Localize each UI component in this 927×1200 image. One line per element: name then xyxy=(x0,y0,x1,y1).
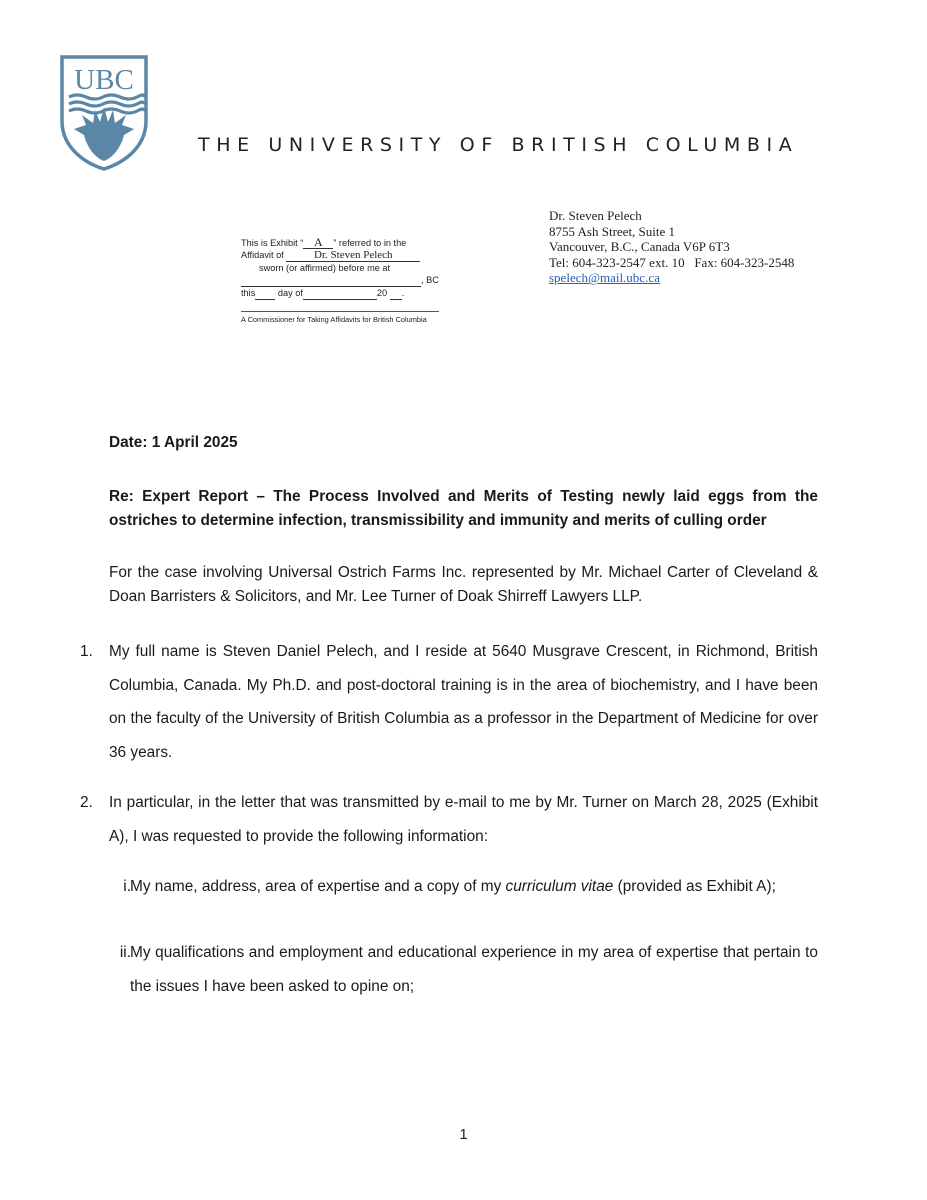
stamp-line-sworn: sworn (or affirmed) before me at xyxy=(259,262,391,273)
day-blank xyxy=(255,288,275,300)
contact-phone-fax: Tel: 604-323-2547 ext. 10 Fax: 604-323-2548 xyxy=(549,254,795,270)
letter-date: Date: 1 April 2025 xyxy=(109,434,238,451)
paragraph-number: 1. xyxy=(80,643,93,660)
contact-email-link[interactable]: spelech@mail.ubc.ca xyxy=(549,270,660,286)
university-name: THE UNIVERSITY OF BRITISH COLUMBIA xyxy=(198,134,799,156)
list-item-text: My name, address, area of expertise and a copy of my curriculum vitae (provided as Exhibit A); xyxy=(130,878,776,895)
paragraph-text: My full name is Steven Daniel Pelech, and I reside at 5640 Musgrave Crescent, in Richmond, British Columbia, Canada. My Ph.D. and post-doctoral training is in the area of biochemistry, and I have been on the faculty of the University of British Columbia as a professor in the Department of Medicine for over 36 years. xyxy=(109,643,818,761)
year-blank xyxy=(390,288,402,300)
ubc-crest-logo xyxy=(60,55,148,171)
list-item-number: i. xyxy=(123,878,131,895)
month-blank xyxy=(303,288,377,300)
exhibit-stamp xyxy=(241,237,439,326)
numbered-paragraph xyxy=(80,635,818,769)
location-blank xyxy=(241,275,421,287)
letter-intro: For the case involving Universal Ostrich Farms Inc. represented by Mr. Michael Carter of Cleveland & Doan Barristers & Solicitors, and Mr. Lee Turner of Doak Shirreff Lawyers LLP. xyxy=(109,564,818,605)
contact-block xyxy=(549,208,794,286)
italic-term: curriculum vitae xyxy=(505,878,614,895)
letter-subject: Re: Expert Report – The Process Involved and Merits of Testing newly laid eggs from the ostriches to determine infection, transmissibility and immunity and merits of culling order xyxy=(109,488,818,529)
contact-name: Dr. Steven Pelech xyxy=(549,208,642,223)
contact-address-line2: Vancouver, B.C., Canada V6P 6T3 xyxy=(549,239,730,255)
logo-text: UBC xyxy=(74,64,134,96)
roman-list-item xyxy=(109,936,818,1003)
stamp-line-location: , BC xyxy=(241,274,439,286)
list-item-number: ii. xyxy=(119,944,131,961)
commissioner-signature-line: A Commissioner for Taking Affidavits for British Columbia xyxy=(241,311,439,326)
stamp-line-date: this day of 20 . xyxy=(241,287,405,298)
exhibit-letter: A xyxy=(303,237,333,249)
roman-list-item xyxy=(109,870,818,904)
stamp-line-exhibit: This is Exhibit “ A ” referred to in the xyxy=(241,235,407,249)
paragraph-text: In particular, in the letter that was transmitted by e-mail to me by Mr. Turner on March 28, 2025 (Exhibit A), I was requested to provide the following information: xyxy=(109,794,818,845)
contact-address-line1: 8755 Ash Street, Suite 1 xyxy=(549,223,676,239)
paragraph-number: 2. xyxy=(80,794,93,811)
ubc-crest-icon xyxy=(60,55,148,171)
page-number: 1 xyxy=(459,1126,468,1143)
numbered-paragraph xyxy=(80,786,818,853)
list-item-text: My qualifications and employment and educational experience in my area of expertise that pertain to the issues I have been asked to opine on; xyxy=(130,944,818,995)
stamp-line-affidavit: Affidavit of Dr. Steven Pelech xyxy=(241,249,439,261)
affiant-name: Dr. Steven Pelech xyxy=(286,250,420,262)
